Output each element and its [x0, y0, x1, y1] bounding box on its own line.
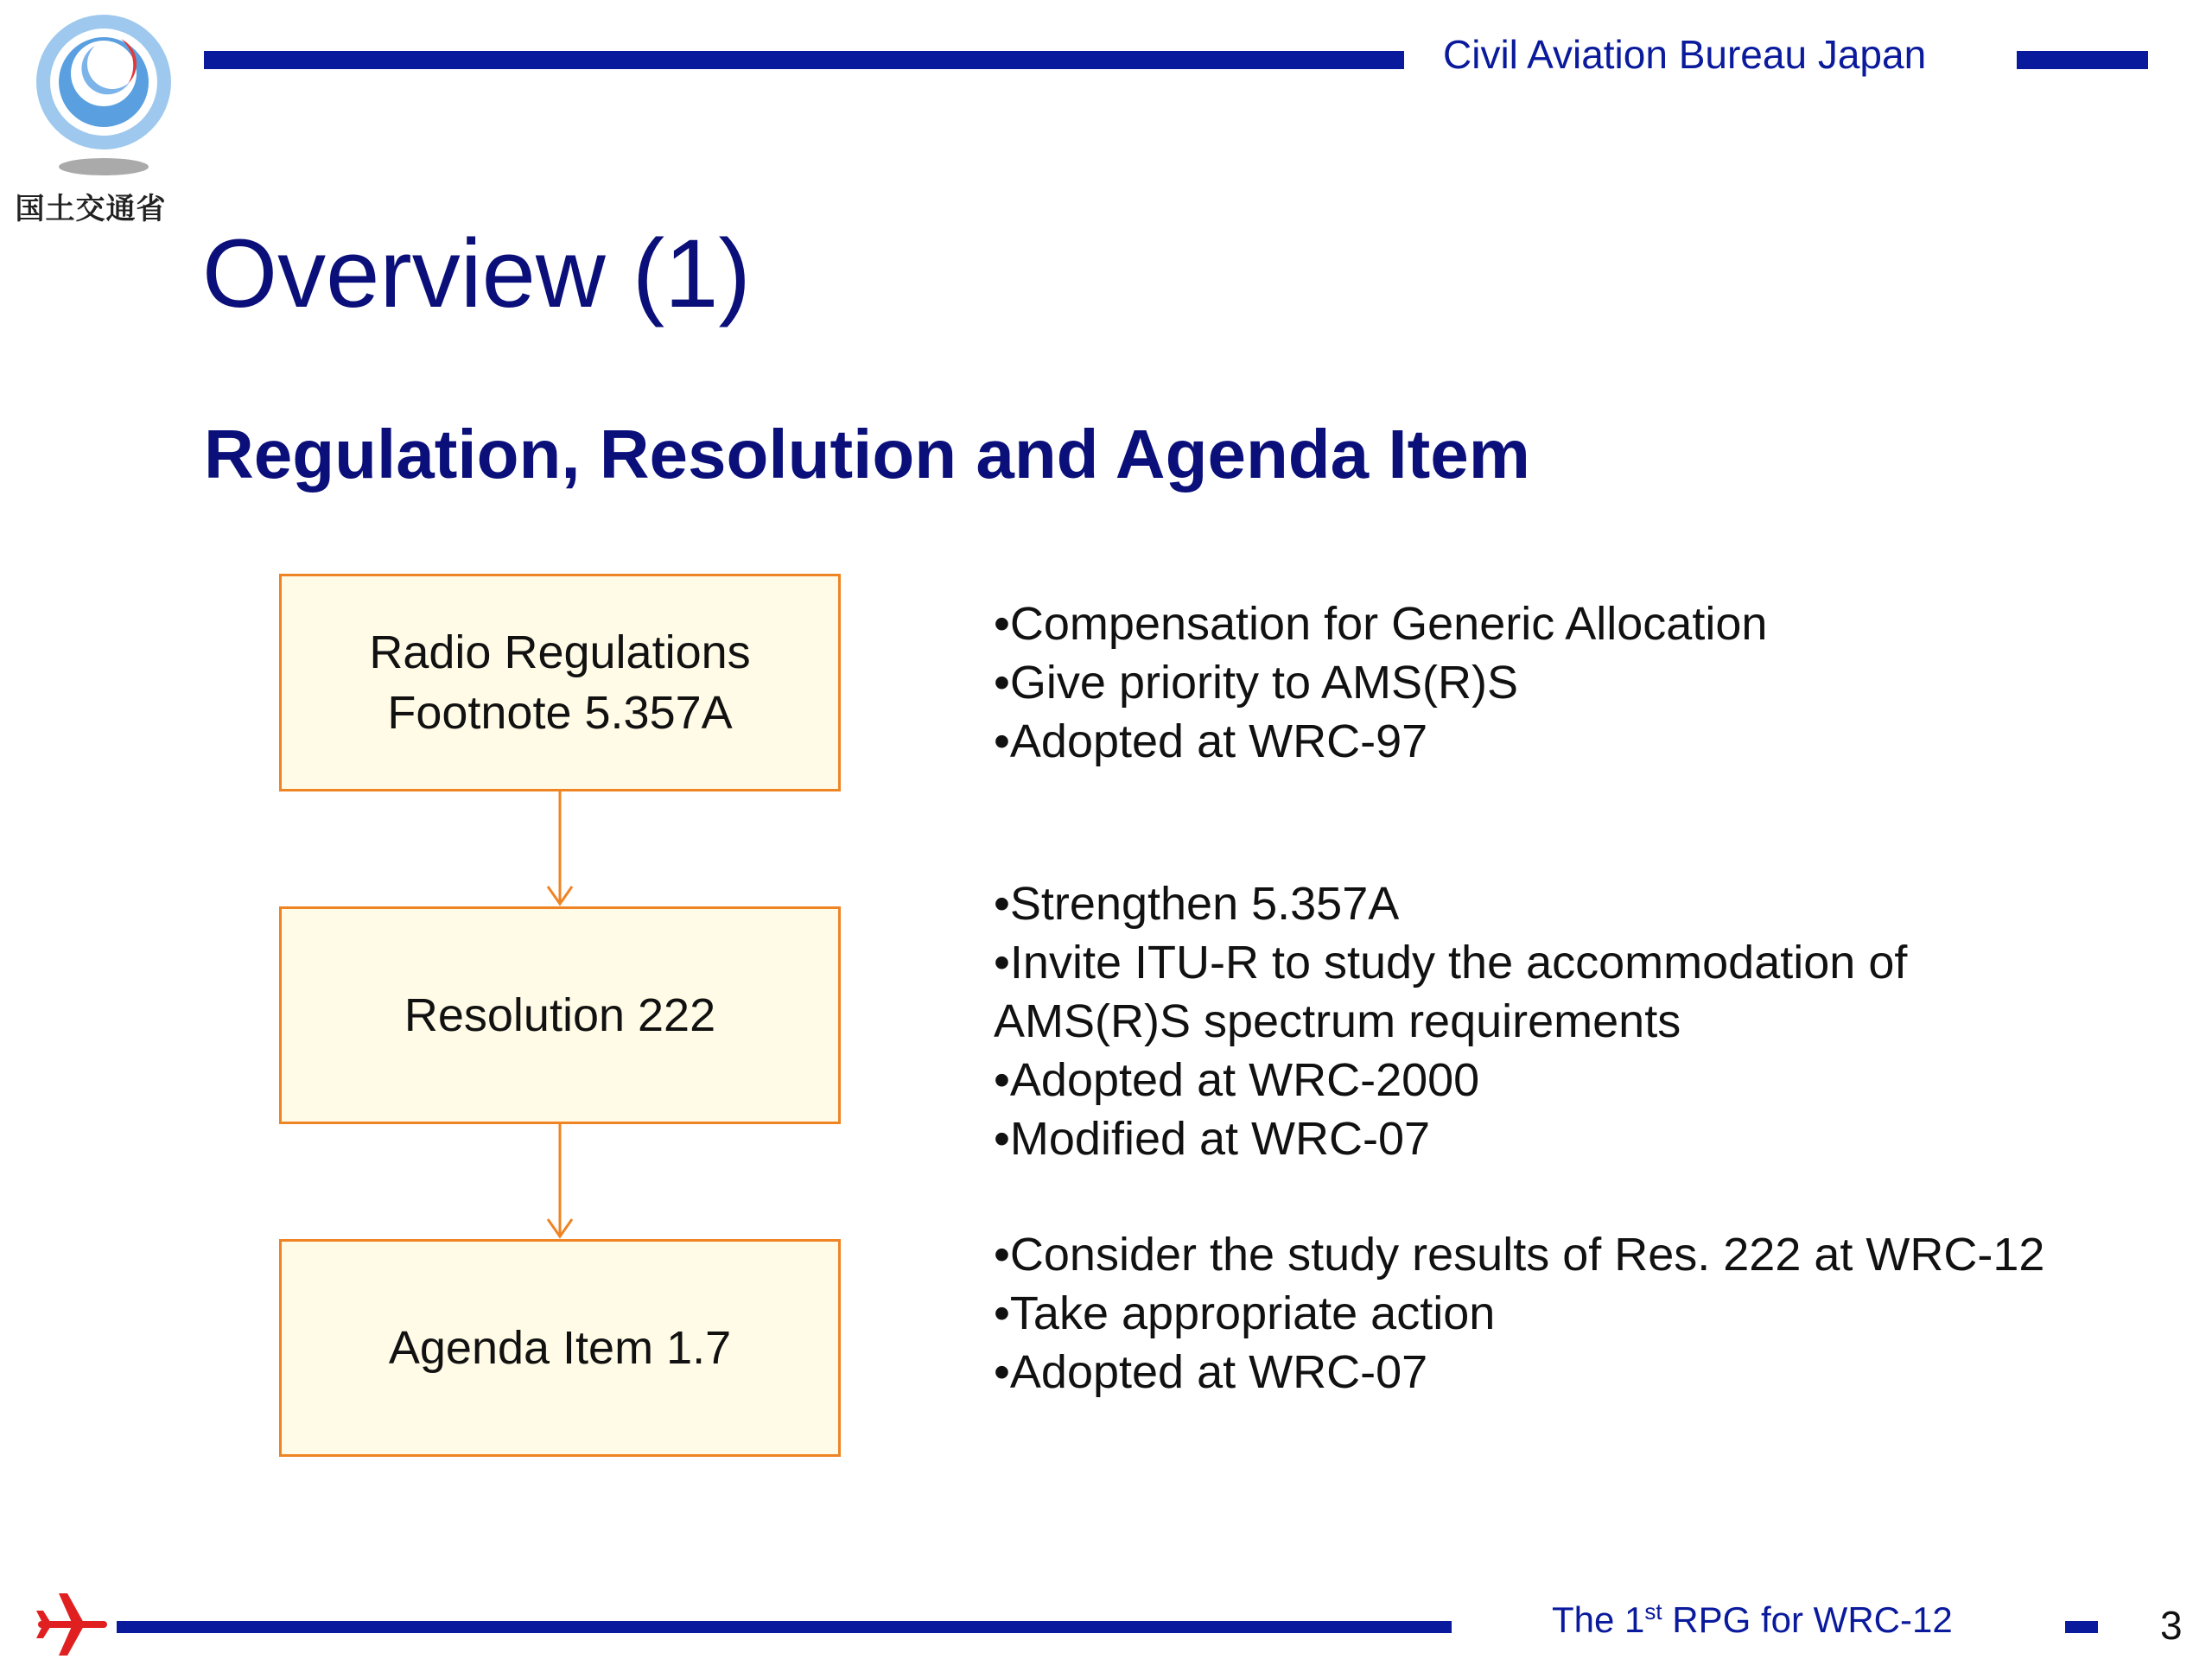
note-item: •Modified at WRC-07 [994, 1113, 1431, 1165]
organization-name: Civil Aviation Bureau Japan [1443, 32, 1927, 77]
down-arrow-icon [548, 791, 572, 904]
flow-box-agenda-item [279, 1239, 841, 1457]
note-item: •Strengthen 5.357A [994, 878, 1400, 930]
flow-box-resolution [279, 906, 841, 1124]
note-item: •Compensation for Generic Allocation [994, 598, 1768, 650]
notes-resolution [994, 874, 2065, 1168]
down-arrow-icon [548, 1124, 572, 1236]
note-item: •Adopted at WRC-2000 [994, 1054, 1480, 1106]
footer-prefix: The 1 [1552, 1599, 1645, 1640]
footer-rule-right [2065, 1621, 2098, 1633]
note-item: •Invite ITU-R to study the accommodation of AMS(R)S spectrum requirements [994, 937, 1908, 1047]
flow-box-line: Resolution 222 [404, 989, 716, 1041]
flow-box-line: Radio Regulations [369, 626, 751, 678]
notes-footnote [994, 594, 2065, 771]
footer-ordinal: st [1644, 1599, 1662, 1624]
ministry-name: 国土交通省 [15, 192, 167, 226]
note-item: •Adopted at WRC-07 [994, 1346, 1428, 1398]
page-number: 3 [2160, 1603, 2183, 1648]
note-item: •Take appropriate action [994, 1287, 1496, 1339]
slide-subtitle: Regulation, Resolution and Agenda Item [204, 416, 1530, 493]
flow-box-radio-regulations [279, 574, 841, 791]
header-rule-left [204, 51, 1404, 69]
footer-meeting-name [1552, 1599, 1953, 1641]
note-item: •Give priority to AMS(R)S [994, 657, 1519, 709]
footer-suffix: RPG for WRC-12 [1662, 1599, 1953, 1640]
note-item: •Consider the study results of Res. 222 at WRC-12 [994, 1229, 2045, 1281]
flow-box-line: Footnote 5.357A [387, 687, 733, 739]
notes-agenda-item [994, 1225, 2065, 1402]
footer-rule-left [117, 1621, 1452, 1633]
note-item: •Adopted at WRC-97 [994, 715, 1428, 767]
flow-box-line: Agenda Item 1.7 [388, 1322, 732, 1374]
ministry-emblem-icon [26, 13, 190, 186]
header-rule-right [2017, 51, 2148, 69]
slide-title: Overview (1) [202, 219, 751, 327]
airplane-icon [33, 1590, 111, 1659]
